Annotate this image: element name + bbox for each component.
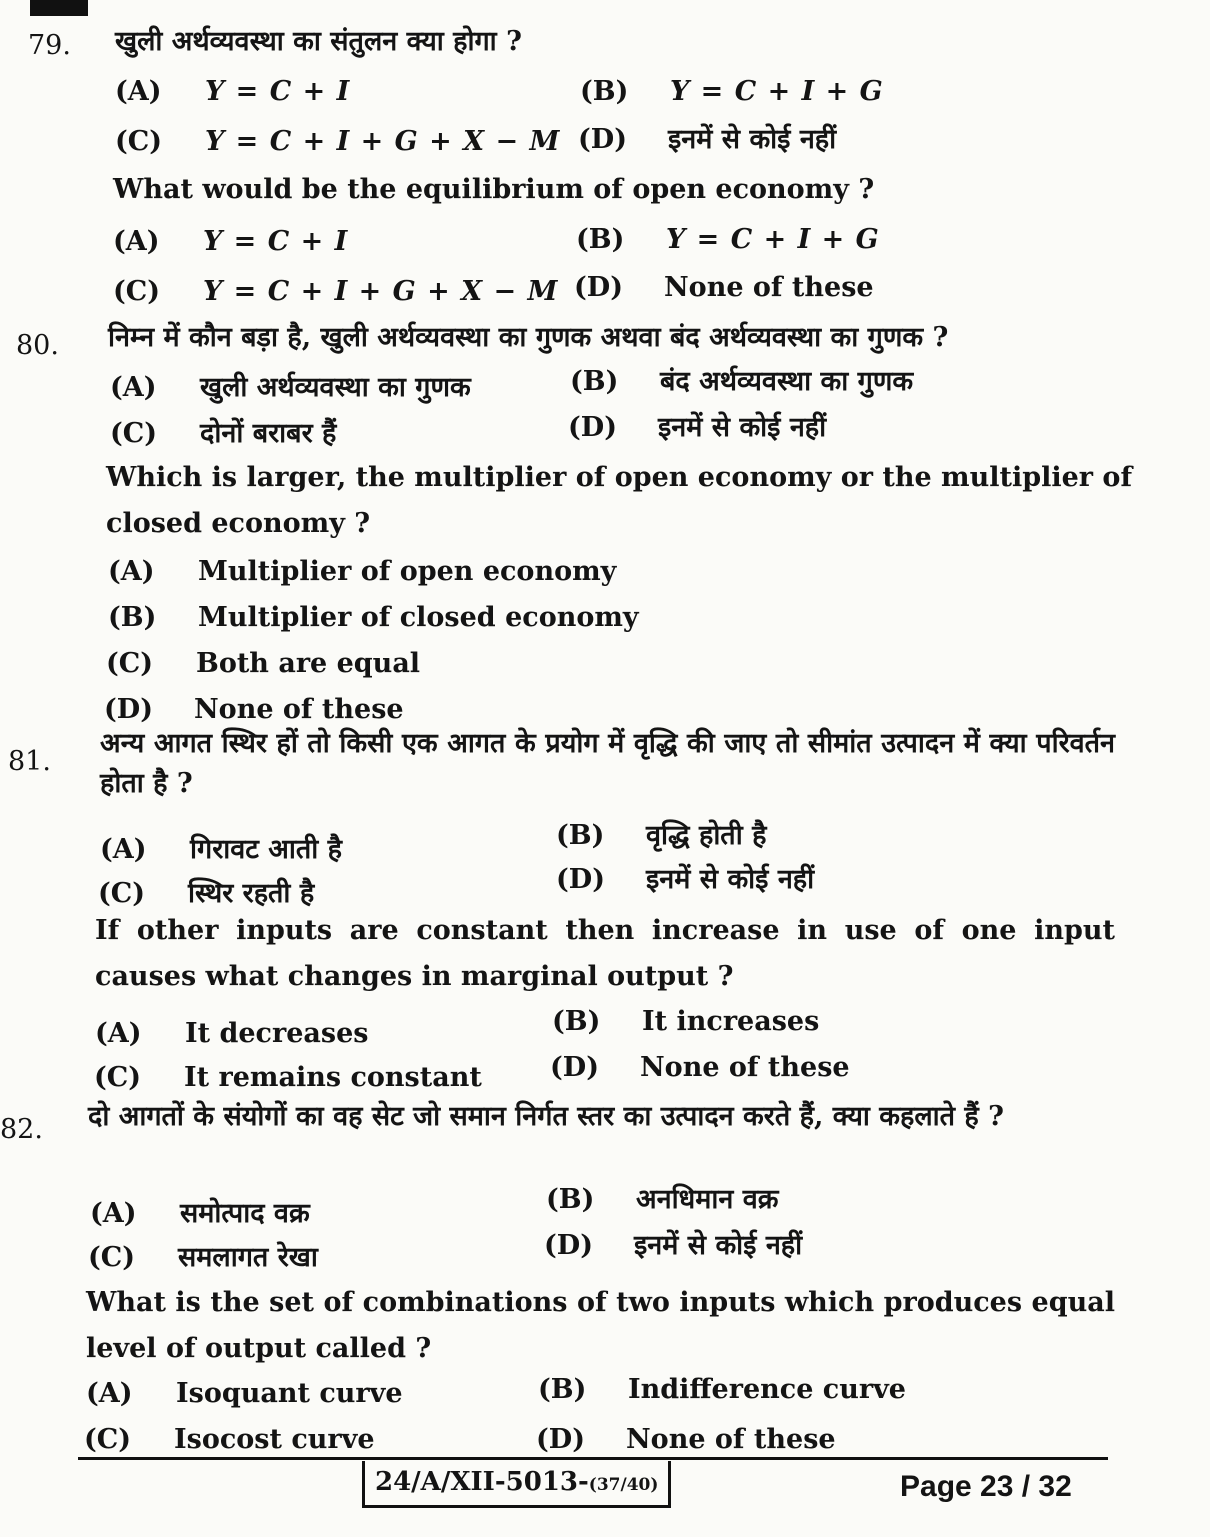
option-c-hindi: [110, 414, 336, 454]
option-label: (D): [578, 124, 627, 155]
question-81: [0, 712, 1115, 1092]
question-stem-english: What is the set of combinations of two inputs which produces equal level of output called ?: [86, 1287, 1115, 1364]
option-a-english: [95, 1014, 368, 1054]
option-text: अनधिमान वक्र: [636, 1184, 779, 1215]
option-label: (C): [113, 276, 161, 307]
option-text: It decreases: [185, 1018, 369, 1049]
option-label: (D): [556, 864, 605, 895]
option-c-english: [84, 1420, 375, 1460]
option-label: (C): [84, 1424, 132, 1455]
option-label: (B): [552, 1006, 601, 1037]
option-label: (C): [106, 648, 154, 679]
option-label: (A): [115, 76, 162, 107]
question-80: [0, 300, 1133, 730]
option-text: Multiplier of closed economy: [198, 602, 639, 633]
paper-code-box: [362, 1461, 671, 1508]
paper-code: 24/A/XII-5013-: [375, 1467, 589, 1497]
option-b-hindi: [570, 362, 913, 402]
option-label: (B): [576, 224, 625, 255]
option-b-english: [538, 1370, 906, 1410]
option-text: इनमें से कोई नहीं: [658, 412, 827, 443]
option-text: It increases: [642, 1006, 820, 1037]
option-text: Y = C + I: [203, 226, 349, 257]
option-d-english: [536, 1420, 836, 1460]
option-label: (A): [86, 1378, 133, 1409]
option-b-english: [552, 1002, 819, 1042]
option-text: Both are equal: [196, 648, 421, 679]
option-label: (B): [570, 366, 619, 397]
option-text: बंद अर्थव्यवस्था का गुणक: [660, 366, 914, 397]
option-text: None of these: [640, 1052, 850, 1083]
option-label: (C): [110, 418, 158, 449]
option-label: (D): [544, 1230, 593, 1261]
question-stem-english: What would be the equilibrium of open economy ?: [113, 174, 875, 205]
option-text: Y = C + I: [205, 76, 351, 107]
option-b-hindi: [556, 816, 766, 856]
option-label: (D): [568, 412, 617, 443]
option-text: Isocost curve: [174, 1424, 375, 1455]
option-label: (A): [100, 834, 147, 865]
option-a-hindi: [110, 368, 471, 408]
option-label: (C): [94, 1062, 142, 1093]
option-label: (D): [550, 1052, 599, 1083]
option-label: (D): [104, 694, 153, 725]
question-number: 82.: [0, 1114, 43, 1145]
option-c-english: [106, 644, 420, 684]
question-number: 81.: [8, 746, 51, 777]
option-text: Indifference curve: [628, 1374, 906, 1405]
option-text: Y = C + I + G + X − M: [203, 276, 559, 307]
option-text: समलागत रेखा: [178, 1242, 318, 1273]
option-text: Y = C + I + G: [666, 224, 880, 255]
option-label: (A): [110, 372, 157, 403]
question-number: 80.: [16, 330, 59, 361]
option-b-hindi: [580, 72, 884, 112]
option-d-hindi: [556, 860, 814, 900]
question-82: [0, 1080, 1115, 1460]
option-text: दोनों बराबर हैं: [200, 418, 337, 449]
option-label: (A): [95, 1018, 142, 1049]
question-stem-hindi: निम्न में कौन बड़ा है, खुली अर्थव्यवस्था का गुणक अथवा बंद अर्थव्यवस्था का गुणक ?: [108, 322, 949, 353]
option-text: गिरावट आती है: [190, 834, 342, 865]
question-stem-hindi: खुली अर्थव्यवस्था का संतुलन क्या होगा ?: [115, 26, 522, 57]
option-text: Isoquant curve: [176, 1378, 403, 1409]
footer-rule: [78, 1457, 1108, 1460]
option-label: (D): [536, 1424, 585, 1455]
option-a-hindi: [90, 1194, 310, 1234]
option-text: इनमें से कोई नहीं: [646, 864, 815, 895]
option-text: इनमें से कोई नहीं: [634, 1230, 803, 1261]
option-b-hindi: [546, 1180, 778, 1220]
option-a-hindi: [115, 72, 350, 112]
page-number: Page 23 / 32: [900, 1470, 1072, 1503]
option-d-hindi: [568, 408, 826, 448]
question-stem-hindi: अन्य आगत स्थिर हों तो किसी एक आगत के प्रयोग में वृद्धि की जाए तो सीमांत उत्पादन में क्या परिवर्तन होता है ?: [100, 728, 1115, 799]
option-b-english: [576, 220, 880, 260]
question-stem-hindi: दो आगतों के संयोगों का वह सेट जो समान निर्गत स्तर का उत्पादन करते हैं, क्या कहलाते हैं ?: [88, 1101, 1004, 1132]
option-text: समोत्पाद वक्र: [180, 1198, 310, 1229]
option-text: वृद्धि होती है: [646, 820, 767, 851]
option-label: (B): [580, 76, 629, 107]
option-label: (B): [556, 820, 605, 851]
option-a-english: [86, 1374, 403, 1414]
option-text: None of these: [194, 694, 404, 725]
option-label: (A): [90, 1198, 137, 1229]
option-text: Y = C + I + G + X − M: [205, 126, 561, 157]
option-a-english: [113, 222, 348, 262]
option-d-hindi: [578, 120, 836, 160]
option-label: (A): [108, 556, 155, 587]
option-label: (B): [546, 1184, 595, 1215]
paper-code-suffix: (37/40): [588, 1475, 659, 1495]
option-label: (C): [88, 1242, 136, 1273]
option-text: स्थिर रहती है: [188, 878, 315, 909]
question-stem-english-line2: closed economy ?: [106, 508, 371, 539]
option-text: इनमें से कोई नहीं: [668, 124, 837, 155]
question-stem-english: If other inputs are constant then increase in use of one input causes what changes in marginal output ?: [95, 915, 1115, 992]
question-number: 79.: [28, 30, 71, 61]
option-label: (C): [98, 878, 146, 909]
option-text: Multiplier of open economy: [198, 556, 617, 587]
option-label: (A): [113, 226, 160, 257]
option-c-hindi: [115, 122, 560, 162]
option-b-english: [108, 598, 639, 638]
option-text: None of these: [626, 1424, 836, 1455]
option-label: (C): [115, 126, 163, 157]
option-label: (B): [108, 602, 157, 633]
option-text: Y = C + I + G: [670, 76, 884, 107]
option-label: (B): [538, 1374, 587, 1405]
option-a-english: [108, 552, 616, 592]
question-stem-english-line1: Which is larger, the multiplier of open economy or the multiplier of: [106, 462, 1133, 493]
option-label: (D): [574, 272, 623, 303]
option-text: None of these: [664, 272, 874, 303]
option-c-hindi: [88, 1238, 318, 1278]
option-a-hindi: [100, 830, 342, 870]
option-d-hindi: [544, 1226, 802, 1266]
option-text: It remains constant: [184, 1062, 482, 1093]
option-text: खुली अर्थव्यवस्था का गुणक: [200, 372, 471, 403]
question-79: [0, 0, 1110, 310]
